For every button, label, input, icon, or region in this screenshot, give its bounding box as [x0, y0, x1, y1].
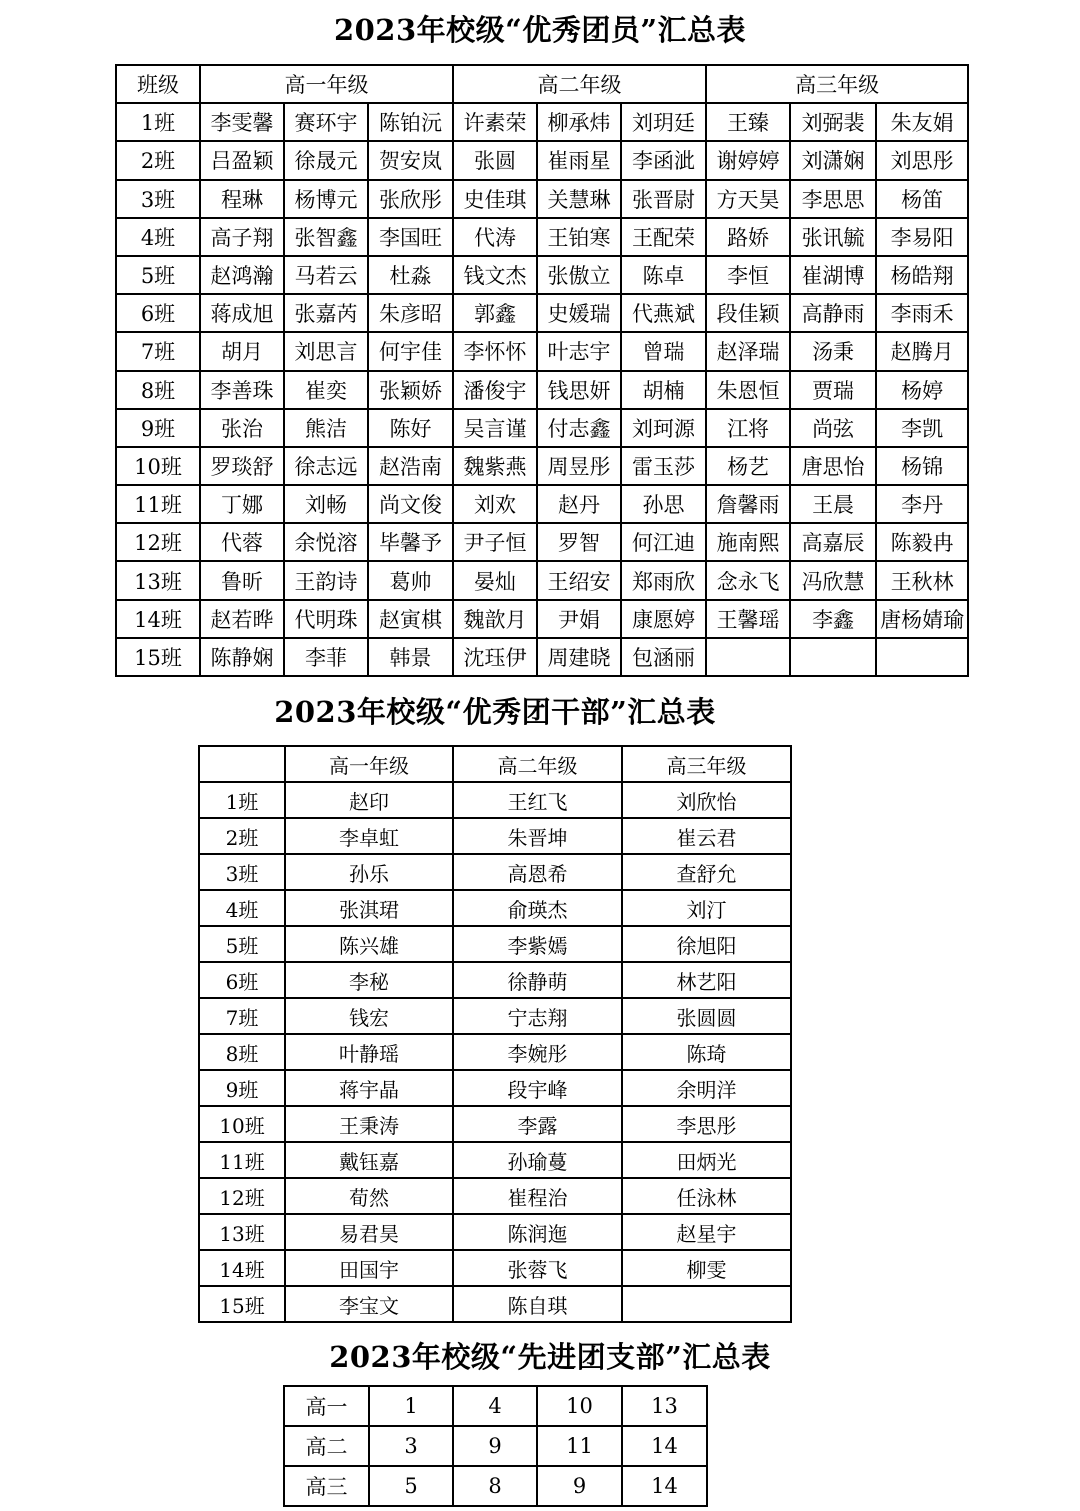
cadre-name-cell: 俞瑛杰	[453, 890, 622, 926]
member-name-cell: 魏紫燕	[453, 447, 537, 485]
cadre-name-cell: 任泳林	[622, 1178, 791, 1214]
cadre-name-cell: 蒋宇晶	[285, 1070, 453, 1106]
member-name-cell: 杨皓翔	[876, 256, 968, 294]
cadre-name-cell: 陈自琪	[453, 1286, 622, 1322]
member-name-cell: 李善珠	[200, 371, 284, 409]
class-number-cell: 3	[369, 1426, 453, 1466]
cadre-name-cell: 刘汀	[622, 890, 791, 926]
member-name-cell: 鲁昕	[200, 561, 284, 599]
table-row	[199, 1142, 791, 1178]
member-name-cell: 代蓉	[200, 523, 284, 561]
table-row	[116, 409, 968, 447]
member-name-cell: 张傲立	[537, 256, 621, 294]
member-name-cell: 朱恩恒	[706, 371, 790, 409]
class-label: 7班	[199, 998, 285, 1034]
class-label: 7班	[116, 332, 200, 370]
member-name-cell: 刘玥廷	[621, 103, 706, 141]
grade-header: 高二年级	[453, 746, 622, 782]
table-row	[116, 332, 968, 370]
class-column-header: 班级	[116, 65, 200, 103]
cadre-name-cell	[622, 1286, 791, 1322]
table-row	[284, 1426, 707, 1466]
table-row	[199, 818, 791, 854]
member-name-cell: 史媛瑞	[537, 294, 621, 332]
class-label: 12班	[116, 523, 200, 561]
table-row	[199, 1178, 791, 1214]
advanced-branches-table	[283, 1385, 708, 1507]
member-name-cell: 程琳	[200, 180, 284, 218]
class-label: 15班	[199, 1286, 285, 1322]
class-label: 2班	[116, 141, 200, 179]
member-name-cell: 罗琰舒	[200, 447, 284, 485]
member-name-cell: 朱友娟	[876, 103, 968, 141]
class-label: 11班	[199, 1142, 285, 1178]
member-name-cell: 徐晟元	[284, 141, 368, 179]
class-column-header	[199, 746, 285, 782]
member-name-cell: 王晨	[790, 485, 876, 523]
class-label: 3班	[116, 180, 200, 218]
member-name-cell: 包涵丽	[621, 638, 706, 676]
grade-header: 高三年级	[622, 746, 791, 782]
member-name-cell: 张颖娇	[368, 371, 453, 409]
cadre-name-cell: 徐静萌	[453, 962, 622, 998]
table-row	[199, 1250, 791, 1286]
member-name-cell: 郑雨欣	[621, 561, 706, 599]
member-name-cell: 唐思怡	[790, 447, 876, 485]
member-name-cell: 刘欢	[453, 485, 537, 523]
class-number-cell: 5	[369, 1466, 453, 1506]
member-name-cell: 尹子恒	[453, 523, 537, 561]
cadre-name-cell: 田炳光	[622, 1142, 791, 1178]
outstanding-members-table	[115, 64, 969, 677]
cadre-name-cell: 田国宇	[285, 1250, 453, 1286]
member-name-cell: 熊洁	[284, 409, 368, 447]
table-row	[116, 523, 968, 561]
member-name-cell: 朱彦昭	[368, 294, 453, 332]
member-name-cell: 念永飞	[706, 561, 790, 599]
class-number-cell: 9	[453, 1426, 537, 1466]
cadre-name-cell: 陈琦	[622, 1034, 791, 1070]
member-name-cell: 尹娟	[537, 600, 621, 638]
member-name-cell: 郭鑫	[453, 294, 537, 332]
member-name-cell: 代涛	[453, 218, 537, 256]
member-name-cell: 路娇	[706, 218, 790, 256]
member-name-cell: 胡月	[200, 332, 284, 370]
member-name-cell: 陈铂沅	[368, 103, 453, 141]
cadre-name-cell: 孙瑜蔓	[453, 1142, 622, 1178]
class-label: 10班	[116, 447, 200, 485]
table-row	[199, 1070, 791, 1106]
cadre-name-cell: 孙乐	[285, 854, 453, 890]
member-name-cell: 周昱彤	[537, 447, 621, 485]
table-row	[116, 141, 968, 179]
member-name-cell: 钱思妍	[537, 371, 621, 409]
member-name-cell: 钱文杰	[453, 256, 537, 294]
cadre-name-cell: 张淇珺	[285, 890, 453, 926]
table-row	[116, 218, 968, 256]
member-name-cell: 崔湖博	[790, 256, 876, 294]
members-table-title: 2023年校级“优秀团员”汇总表	[333, 13, 747, 47]
member-name-cell: 汤秉	[790, 332, 876, 370]
member-name-cell: 赛环宇	[284, 103, 368, 141]
member-name-cell: 张智鑫	[284, 218, 368, 256]
class-label: 6班	[199, 962, 285, 998]
member-name-cell: 王韵诗	[284, 561, 368, 599]
member-name-cell: 杨婷	[876, 371, 968, 409]
member-name-cell: 李恒	[706, 256, 790, 294]
member-name-cell: 关慧琳	[537, 180, 621, 218]
cadre-name-cell: 李卓虹	[285, 818, 453, 854]
class-number-cell: 9	[537, 1466, 622, 1506]
class-label: 5班	[116, 256, 200, 294]
member-name-cell: 曾瑞	[621, 332, 706, 370]
branches-table-title: 2023年校级“先进团支部”汇总表	[329, 1340, 771, 1374]
member-name-cell: 徐志远	[284, 447, 368, 485]
member-name-cell: 尚弦	[790, 409, 876, 447]
class-label: 9班	[199, 1070, 285, 1106]
member-name-cell: 贺安岚	[368, 141, 453, 179]
table-row	[116, 638, 968, 676]
member-name-cell: 赵丹	[537, 485, 621, 523]
cadre-name-cell: 易君昊	[285, 1214, 453, 1250]
member-name-cell: 王臻	[706, 103, 790, 141]
class-label: 13班	[116, 561, 200, 599]
member-name-cell: 王铂寒	[537, 218, 621, 256]
member-name-cell	[790, 638, 876, 676]
member-name-cell: 史佳琪	[453, 180, 537, 218]
member-name-cell: 韩景	[368, 638, 453, 676]
cadre-name-cell: 陈兴雄	[285, 926, 453, 962]
member-name-cell: 李怀怀	[453, 332, 537, 370]
member-name-cell: 杨锦	[876, 447, 968, 485]
grade-header: 高一年级	[285, 746, 453, 782]
member-name-cell: 康愿婷	[621, 600, 706, 638]
member-name-cell: 谢婷婷	[706, 141, 790, 179]
class-number-cell: 13	[622, 1386, 707, 1426]
member-name-cell: 杜淼	[368, 256, 453, 294]
member-name-cell: 赵若晔	[200, 600, 284, 638]
member-name-cell: 李函泚	[621, 141, 706, 179]
member-name-cell: 赵寅棋	[368, 600, 453, 638]
member-name-cell: 孙思	[621, 485, 706, 523]
member-name-cell: 沈珏伊	[453, 638, 537, 676]
member-name-cell: 柳承炜	[537, 103, 621, 141]
table-row	[116, 256, 968, 294]
member-name-cell: 张治	[200, 409, 284, 447]
member-name-cell: 李思思	[790, 180, 876, 218]
class-label: 8班	[199, 1034, 285, 1070]
member-name-cell: 崔雨星	[537, 141, 621, 179]
member-name-cell: 王秋林	[876, 561, 968, 599]
member-name-cell: 刘珂源	[621, 409, 706, 447]
member-name-cell: 周建晓	[537, 638, 621, 676]
member-name-cell: 丁娜	[200, 485, 284, 523]
member-name-cell: 刘潇娴	[790, 141, 876, 179]
member-name-cell: 杨笛	[876, 180, 968, 218]
member-name-cell: 许素荣	[453, 103, 537, 141]
class-label: 14班	[199, 1250, 285, 1286]
member-name-cell: 葛帅	[368, 561, 453, 599]
table-row	[116, 294, 968, 332]
table-row	[199, 782, 791, 818]
member-name-cell: 马若云	[284, 256, 368, 294]
cadre-name-cell: 王秉涛	[285, 1106, 453, 1142]
member-name-cell: 余悦溶	[284, 523, 368, 561]
class-label: 8班	[116, 371, 200, 409]
class-label: 3班	[199, 854, 285, 890]
member-name-cell: 付志鑫	[537, 409, 621, 447]
cadre-name-cell: 宁志翔	[453, 998, 622, 1034]
table-row	[116, 600, 968, 638]
cadre-name-cell: 刘欣怡	[622, 782, 791, 818]
member-name-cell: 李易阳	[876, 218, 968, 256]
cadre-name-cell: 李露	[453, 1106, 622, 1142]
member-name-cell: 胡楠	[621, 371, 706, 409]
member-name-cell: 魏歆月	[453, 600, 537, 638]
class-number-cell: 10	[537, 1386, 622, 1426]
cadre-name-cell: 徐旭阳	[622, 926, 791, 962]
class-label: 11班	[116, 485, 200, 523]
member-name-cell: 杨艺	[706, 447, 790, 485]
member-name-cell: 赵鸿瀚	[200, 256, 284, 294]
class-label: 4班	[116, 218, 200, 256]
class-number-cell: 1	[369, 1386, 453, 1426]
class-number-cell: 4	[453, 1386, 537, 1426]
cadre-name-cell: 高恩希	[453, 854, 622, 890]
member-name-cell: 陈静娴	[200, 638, 284, 676]
cadre-name-cell: 崔云君	[622, 818, 791, 854]
member-name-cell: 王绍安	[537, 561, 621, 599]
cadre-name-cell: 赵星宇	[622, 1214, 791, 1250]
member-name-cell: 晏灿	[453, 561, 537, 599]
table-row	[199, 926, 791, 962]
member-name-cell: 刘思彤	[876, 141, 968, 179]
member-name-cell: 何宇佳	[368, 332, 453, 370]
table-row	[116, 561, 968, 599]
class-number-cell: 14	[622, 1466, 707, 1506]
member-name-cell: 王配荣	[621, 218, 706, 256]
cadre-name-cell: 赵印	[285, 782, 453, 818]
member-name-cell: 张晋尉	[621, 180, 706, 218]
class-label: 12班	[199, 1178, 285, 1214]
member-name-cell: 李雯馨	[200, 103, 284, 141]
member-name-cell: 崔奕	[284, 371, 368, 409]
class-number-cell: 14	[622, 1426, 707, 1466]
member-name-cell: 陈毅冉	[876, 523, 968, 561]
member-name-cell: 杨博元	[284, 180, 368, 218]
member-name-cell: 唐杨婧瑜	[876, 600, 968, 638]
class-label: 14班	[116, 600, 200, 638]
cadre-name-cell: 李紫嫣	[453, 926, 622, 962]
cadre-name-cell: 段宇峰	[453, 1070, 622, 1106]
member-name-cell: 潘俊宇	[453, 371, 537, 409]
member-name-cell: 高静雨	[790, 294, 876, 332]
cadre-name-cell: 崔程治	[453, 1178, 622, 1214]
cadre-name-cell: 余明洋	[622, 1070, 791, 1106]
grade-label: 高一	[284, 1386, 369, 1426]
member-name-cell: 李菲	[284, 638, 368, 676]
table-row	[199, 1034, 791, 1070]
cadres-header-row	[199, 746, 791, 782]
member-name-cell: 贾瑞	[790, 371, 876, 409]
cadre-name-cell: 林艺阳	[622, 962, 791, 998]
class-label: 6班	[116, 294, 200, 332]
member-name-cell: 陈卓	[621, 256, 706, 294]
table-row	[199, 998, 791, 1034]
member-name-cell: 毕馨予	[368, 523, 453, 561]
members-header-row	[116, 65, 968, 103]
cadre-name-cell: 李思彤	[622, 1106, 791, 1142]
member-name-cell: 江将	[706, 409, 790, 447]
member-name-cell: 赵泽瑞	[706, 332, 790, 370]
class-label: 15班	[116, 638, 200, 676]
member-name-cell: 罗智	[537, 523, 621, 561]
member-name-cell: 高嘉辰	[790, 523, 876, 561]
table-row	[116, 103, 968, 141]
member-name-cell: 何江迪	[621, 523, 706, 561]
cadre-name-cell: 戴钰嘉	[285, 1142, 453, 1178]
member-name-cell: 刘弼裴	[790, 103, 876, 141]
class-number-cell: 11	[537, 1426, 622, 1466]
member-name-cell: 李凯	[876, 409, 968, 447]
cadre-name-cell: 叶静瑶	[285, 1034, 453, 1070]
member-name-cell: 刘畅	[284, 485, 368, 523]
class-label: 4班	[199, 890, 285, 926]
cadre-name-cell: 朱晋坤	[453, 818, 622, 854]
table-row	[199, 890, 791, 926]
class-label: 1班	[116, 103, 200, 141]
grade-label: 高三	[284, 1466, 369, 1506]
member-name-cell: 叶志宇	[537, 332, 621, 370]
member-name-cell: 吴言谨	[453, 409, 537, 447]
cadre-name-cell: 钱宏	[285, 998, 453, 1034]
member-name-cell: 尚文俊	[368, 485, 453, 523]
member-name-cell: 张嘉芮	[284, 294, 368, 332]
grade-header: 高二年级	[453, 65, 706, 103]
member-name-cell: 代燕斌	[621, 294, 706, 332]
table-row	[199, 1286, 791, 1322]
cadre-name-cell: 陈润迤	[453, 1214, 622, 1250]
member-name-cell	[706, 638, 790, 676]
table-row	[116, 447, 968, 485]
member-name-cell: 段佳颖	[706, 294, 790, 332]
member-name-cell: 蒋成旭	[200, 294, 284, 332]
cadre-name-cell: 柳雯	[622, 1250, 791, 1286]
member-name-cell: 李雨禾	[876, 294, 968, 332]
cadre-name-cell: 李秘	[285, 962, 453, 998]
member-name-cell: 张讯毓	[790, 218, 876, 256]
cadre-name-cell: 张蓉飞	[453, 1250, 622, 1286]
cadre-name-cell: 荀然	[285, 1178, 453, 1214]
table-row	[116, 485, 968, 523]
class-label: 13班	[199, 1214, 285, 1250]
member-name-cell: 张圆	[453, 141, 537, 179]
member-name-cell: 雷玉莎	[621, 447, 706, 485]
table-row	[284, 1466, 707, 1506]
member-name-cell: 王馨瑶	[706, 600, 790, 638]
cadres-table-title: 2023年校级“优秀团干部”汇总表	[274, 695, 716, 729]
grade-header: 高一年级	[200, 65, 453, 103]
cadre-name-cell: 王红飞	[453, 782, 622, 818]
member-name-cell: 高子翔	[200, 218, 284, 256]
cadre-name-cell: 张圆圆	[622, 998, 791, 1034]
member-name-cell: 冯欣慧	[790, 561, 876, 599]
member-name-cell: 李国旺	[368, 218, 453, 256]
cadre-name-cell: 查舒允	[622, 854, 791, 890]
member-name-cell	[876, 638, 968, 676]
table-row	[199, 854, 791, 890]
table-row	[199, 1106, 791, 1142]
outstanding-cadres-table	[198, 745, 792, 1323]
grade-header: 高三年级	[706, 65, 968, 103]
class-number-cell: 8	[453, 1466, 537, 1506]
class-label: 1班	[199, 782, 285, 818]
member-name-cell: 代明珠	[284, 600, 368, 638]
member-name-cell: 刘思言	[284, 332, 368, 370]
member-name-cell: 方天昊	[706, 180, 790, 218]
class-label: 2班	[199, 818, 285, 854]
member-name-cell: 赵浩南	[368, 447, 453, 485]
cadre-name-cell: 李宝文	[285, 1286, 453, 1322]
table-row	[199, 1214, 791, 1250]
member-name-cell: 李丹	[876, 485, 968, 523]
member-name-cell: 张欣彤	[368, 180, 453, 218]
member-name-cell: 陈好	[368, 409, 453, 447]
class-label: 5班	[199, 926, 285, 962]
member-name-cell: 李鑫	[790, 600, 876, 638]
member-name-cell: 赵腾月	[876, 332, 968, 370]
grade-label: 高二	[284, 1426, 369, 1466]
table-row	[284, 1386, 707, 1426]
class-label: 9班	[116, 409, 200, 447]
table-row	[116, 180, 968, 218]
member-name-cell: 吕盈颖	[200, 141, 284, 179]
cadre-name-cell: 李婉彤	[453, 1034, 622, 1070]
table-row	[116, 371, 968, 409]
class-label: 10班	[199, 1106, 285, 1142]
table-row	[199, 962, 791, 998]
member-name-cell: 詹馨雨	[706, 485, 790, 523]
member-name-cell: 施南熙	[706, 523, 790, 561]
